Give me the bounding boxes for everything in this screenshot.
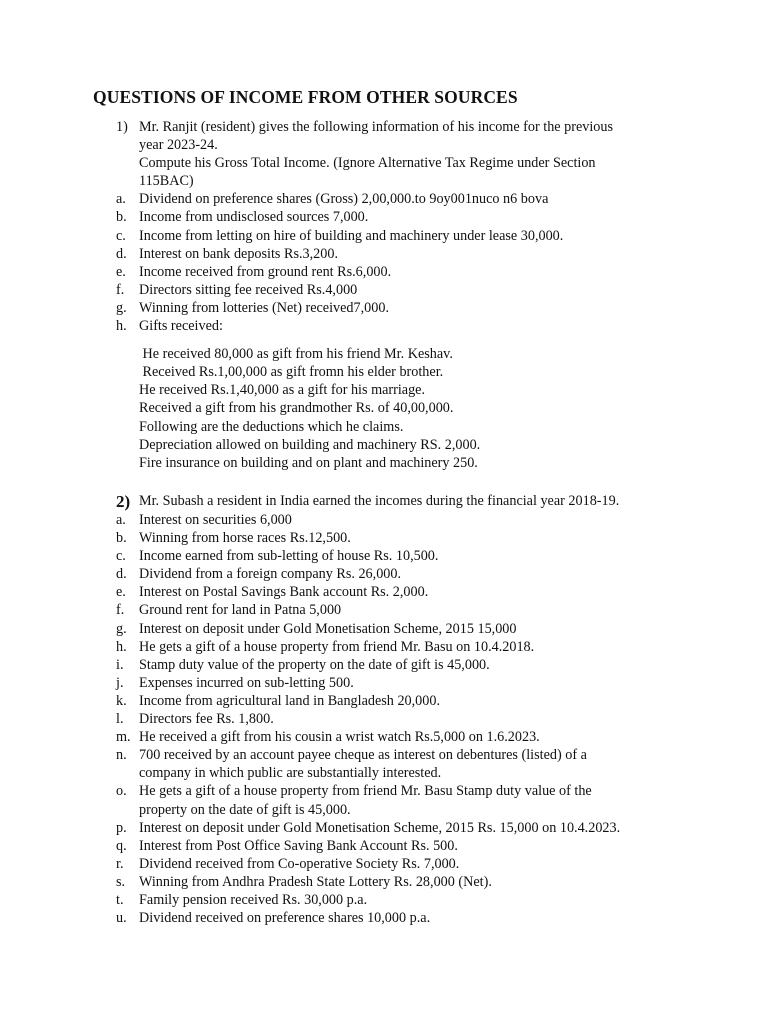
question-1-intro-line bbox=[0, 154, 768, 172]
question-2-item bbox=[0, 547, 768, 565]
item-text: Interest from Post Office Saving Bank Account Rs. 500. bbox=[139, 837, 458, 854]
item-text: Interest on Postal Savings Bank account Rs. 2,000. bbox=[139, 584, 429, 601]
question-2-item bbox=[0, 565, 768, 583]
question-2-item bbox=[0, 782, 768, 800]
question-2-intro-text: Mr. Subash a resident in India earned the incomes during the financial year 2018-19. bbox=[139, 493, 620, 509]
question-1-item bbox=[0, 245, 768, 263]
item-marker: n. bbox=[116, 747, 127, 764]
deduction-line bbox=[0, 454, 768, 472]
question-1-intro-text: year 2023-24. bbox=[139, 137, 218, 154]
gift-line bbox=[0, 363, 768, 381]
item-marker: u. bbox=[116, 910, 127, 927]
question-2-item bbox=[0, 746, 768, 764]
item-text: Dividend received from Co-operative Society Rs. 7,000. bbox=[139, 855, 460, 872]
item-marker: b. bbox=[116, 530, 127, 547]
question-2-item bbox=[0, 529, 768, 547]
item-marker: e. bbox=[116, 263, 126, 280]
question-1-intro-text: Mr. Ranjit (resident) gives the following information of his income for the previous bbox=[139, 119, 614, 135]
question-1 bbox=[0, 118, 768, 472]
item-text: Family pension received Rs. 30,000 p.a. bbox=[139, 891, 368, 908]
question-2-item bbox=[0, 873, 768, 891]
item-marker: c. bbox=[116, 548, 126, 565]
item-text: Gifts received: bbox=[139, 318, 223, 335]
question-2-item-continuation bbox=[0, 764, 768, 782]
question-1-intro-text: 115BAC) bbox=[139, 173, 194, 190]
item-text: Ground rent for land in Patna 5,000 bbox=[139, 602, 342, 619]
question-2-item bbox=[0, 583, 768, 601]
item-marker: l. bbox=[116, 711, 124, 728]
item-text: Interest on deposit under Gold Monetisation Scheme, 2015 15,000 bbox=[139, 620, 517, 637]
gift-line-text: Received a gift from his grandmother Rs. of 40,00,000. bbox=[139, 400, 454, 417]
item-marker: r. bbox=[116, 855, 124, 872]
question-2 bbox=[0, 492, 768, 927]
question-2-number: 2) bbox=[116, 492, 131, 511]
item-text: 700 received by an account payee cheque as interest on debentures (listed) of a bbox=[139, 747, 587, 764]
item-text: Winning from horse races Rs.12,500. bbox=[139, 530, 351, 547]
question-1-intro-line bbox=[0, 136, 768, 154]
item-marker: m. bbox=[116, 729, 131, 746]
item-marker: t. bbox=[116, 891, 124, 908]
deduction-line bbox=[0, 418, 768, 436]
question-1-item bbox=[0, 227, 768, 245]
item-text: Expenses incurred on sub-letting 500. bbox=[139, 674, 354, 691]
item-text: Interest on securities 6,000 bbox=[139, 512, 292, 528]
item-text: Interest on bank deposits Rs.3,200. bbox=[139, 245, 338, 262]
item-text: Directors sitting fee received Rs.4,000 bbox=[139, 281, 358, 298]
question-1-item bbox=[0, 317, 768, 335]
gift-line-text: He received 80,000 as gift from his friend Mr. Keshav. bbox=[139, 346, 453, 363]
item-text: Interest on deposit under Gold Monetisation Scheme, 2015 Rs. 15,000 on 10.4.2023. bbox=[139, 819, 621, 836]
item-marker: f. bbox=[116, 602, 125, 619]
question-1-item bbox=[0, 263, 768, 281]
question-1-intro-text: Compute his Gross Total Income. (Ignore Alternative Tax Regime under Section bbox=[139, 155, 596, 172]
question-2-item bbox=[0, 710, 768, 728]
item-marker: b. bbox=[116, 209, 127, 226]
question-2-item-continuation bbox=[0, 801, 768, 819]
gift-line-text: He received Rs.1,40,000 as a gift for his marriage. bbox=[139, 382, 426, 399]
item-marker: g. bbox=[116, 299, 127, 316]
question-2-item bbox=[0, 819, 768, 837]
question-2-item bbox=[0, 728, 768, 746]
deduction-line-text: Fire insurance on building and on plant and machinery 250. bbox=[139, 454, 478, 471]
question-2-item bbox=[0, 891, 768, 909]
item-marker: h. bbox=[116, 318, 127, 335]
item-marker: e. bbox=[116, 584, 126, 601]
item-marker: k. bbox=[116, 692, 127, 709]
item-text: Winning from Andhra Pradesh State Lottery Rs. 28,000 (Net). bbox=[139, 873, 492, 890]
question-2-item bbox=[0, 656, 768, 674]
item-text: Income from agricultural land in Bangladesh 20,000. bbox=[139, 692, 441, 709]
question-1-intro-line bbox=[0, 118, 768, 136]
question-1-item bbox=[0, 208, 768, 226]
item-text: Dividend from a foreign company Rs. 26,000. bbox=[139, 566, 402, 583]
item-marker: c. bbox=[116, 227, 126, 244]
question-1-item bbox=[0, 281, 768, 299]
item-marker: f. bbox=[116, 281, 125, 298]
question-2-intro-line bbox=[0, 492, 768, 511]
question-1-item bbox=[0, 190, 768, 208]
question-2-item bbox=[0, 620, 768, 638]
item-text: Winning from lotteries (Net) received7,000. bbox=[139, 299, 389, 316]
item-marker: d. bbox=[116, 245, 127, 262]
item-text: Income from letting on hire of building and machinery under lease 30,000. bbox=[139, 227, 564, 244]
question-2-item bbox=[0, 909, 768, 927]
item-text: Income earned from sub-letting of house Rs. 10,500. bbox=[139, 548, 439, 565]
item-marker: s. bbox=[116, 873, 126, 890]
question-1-item bbox=[0, 299, 768, 317]
item-marker: a. bbox=[116, 191, 126, 208]
item-marker: o. bbox=[116, 783, 127, 800]
question-2-item bbox=[0, 638, 768, 656]
item-marker: a. bbox=[116, 512, 126, 528]
deduction-line-text: Following are the deductions which he claims. bbox=[139, 418, 404, 435]
gift-line bbox=[0, 399, 768, 417]
gift-line bbox=[0, 345, 768, 363]
question-2-item bbox=[0, 837, 768, 855]
item-text: Income from undisclosed sources 7,000. bbox=[139, 209, 369, 226]
item-text: property on the date of gift is 45,000. bbox=[139, 801, 351, 818]
item-marker: d. bbox=[116, 566, 127, 583]
question-2-item bbox=[0, 674, 768, 692]
item-marker: h. bbox=[116, 638, 127, 655]
item-text: Income received from ground rent Rs.6,000. bbox=[139, 263, 392, 280]
item-marker: i. bbox=[116, 656, 124, 673]
question-2-item bbox=[0, 692, 768, 710]
item-text: Dividend on preference shares (Gross) 2,00,000.to 9oy001nuco n6 bova bbox=[139, 191, 549, 208]
gift-line bbox=[0, 381, 768, 399]
question-2-item bbox=[0, 511, 768, 529]
item-text: He gets a gift of a house property from friend Mr. Basu on 10.4.2018. bbox=[139, 638, 535, 655]
gift-line-text: Received Rs.1,00,000 as gift fromn his elder brother. bbox=[139, 364, 444, 381]
item-marker: p. bbox=[116, 819, 127, 836]
question-1-number: 1) bbox=[116, 119, 128, 135]
item-marker: g. bbox=[116, 620, 127, 637]
question-2-item-list bbox=[0, 511, 768, 927]
deduction-line bbox=[0, 436, 768, 454]
item-text: company in which public are substantially interested. bbox=[139, 765, 442, 782]
item-text: He received a gift from his cousin a wrist watch Rs.5,000 on 1.6.2023. bbox=[139, 729, 540, 746]
question-2-item bbox=[0, 601, 768, 619]
deduction-line-text: Depreciation allowed on building and machinery RS. 2,000. bbox=[139, 436, 481, 453]
item-text: Directors fee Rs. 1,800. bbox=[139, 711, 274, 728]
item-text: He gets a gift of a house property from friend Mr. Basu Stamp duty value of the bbox=[139, 783, 592, 800]
item-marker: q. bbox=[116, 837, 127, 854]
question-1-intro-line bbox=[0, 172, 768, 190]
question-2-item bbox=[0, 855, 768, 873]
page-title: QUESTIONS OF INCOME FROM OTHER SOURCES bbox=[93, 87, 518, 107]
item-text: Dividend received on preference shares 10,000 p.a. bbox=[139, 910, 431, 927]
item-marker: j. bbox=[116, 674, 124, 691]
item-text: Stamp duty value of the property on the date of gift is 45,000. bbox=[139, 656, 490, 673]
